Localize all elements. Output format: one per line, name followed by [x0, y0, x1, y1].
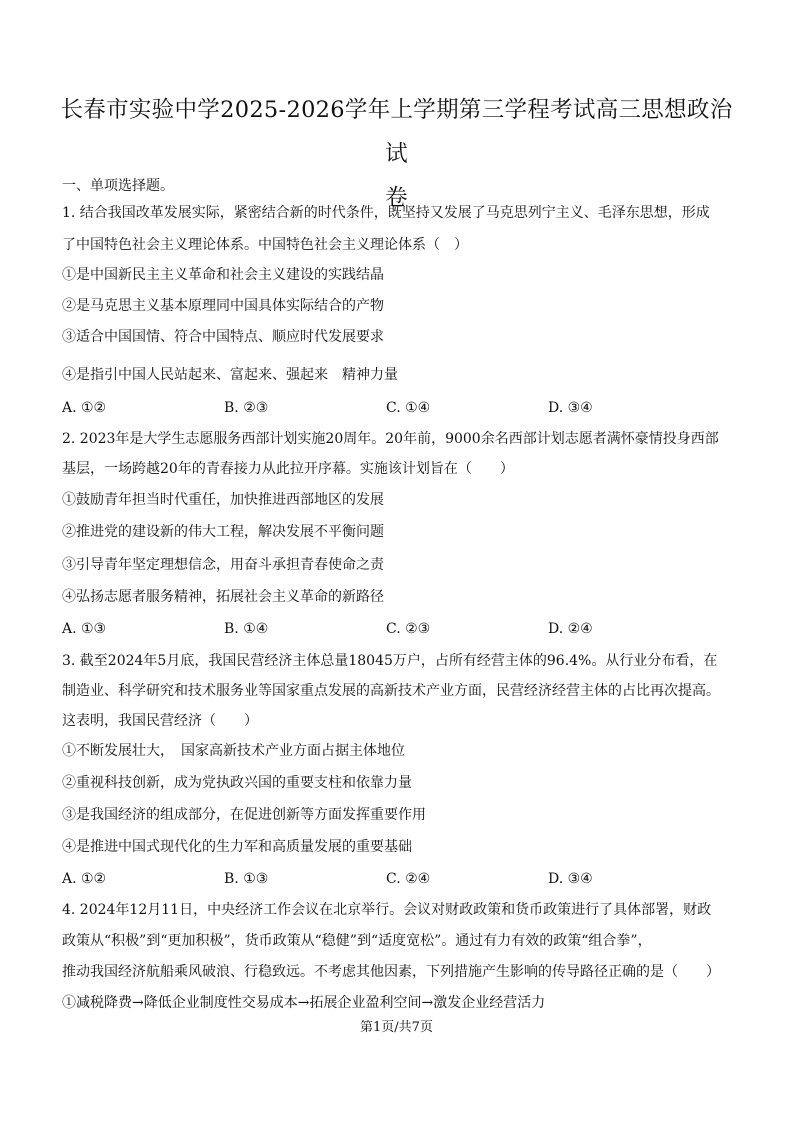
q2-option-a[interactable]: A. ①③ — [62, 621, 107, 637]
q2-option-c[interactable]: C. ②③ — [386, 621, 431, 637]
q1-item-2: ②是马克思主义基本原理同中国具体实际结合的产物 — [62, 298, 384, 314]
q2-options — [62, 619, 742, 639]
q1-item-3: ③适合中国国情、符合中国特点、顺应时代发展要求 — [62, 329, 384, 345]
section-heading: 一、单项选择题。 — [62, 178, 174, 194]
q3-option-a[interactable]: A. ①② — [62, 871, 107, 887]
q1-options — [62, 398, 742, 418]
q3-item-3: ③是我国经济的组成部分，在促进创新等方面发挥重要作用 — [62, 807, 426, 823]
q2-item-3: ③引导青年坚定理想信念，用奋斗承担青春使命之责 — [62, 557, 384, 573]
page-number-footer: 第1页/共7页 — [360, 1020, 433, 1035]
q3-item-4: ④是推进中国式现代化的生力军和高质量发展的重要基础 — [62, 839, 412, 855]
q3-item-2: ②重视科技创新，成为党执政兴国的重要支柱和依靠力量 — [62, 775, 412, 791]
q3-item-1: ①不断发展壮大， 国家高新技术产业方面占据主体地位 — [62, 743, 405, 759]
q1-item-4: ④是指引中国人民站起来、富起来、强起来 精神力量 — [62, 367, 398, 383]
q2-item-2: ②推进党的建设新的伟大工程，解决发展不平衡问题 — [62, 524, 384, 540]
q3-stem-line-2: 制造业、科学研究和技术服务业等国家重点发展的高新技术产业方面，民营经济经营主体的占比再次提高。 — [62, 683, 720, 699]
q1-option-c[interactable]: C. ①④ — [386, 400, 431, 416]
q2-stem-line-1: 2. 2023年是大学生志愿服务西部计划实施20周年。20年前，9000余名西部计划志愿者满怀豪情投身西部 — [62, 431, 719, 447]
q4-stem-line-3: 推动我国经济航船乘风破浪、行稳致远。不考虑其他因素，下列措施产生影响的传导路径正确的是（ ） — [62, 964, 720, 980]
q3-option-c[interactable]: C. ②④ — [386, 871, 431, 887]
exam-title — [60, 88, 733, 220]
q2-option-b[interactable]: B. ①④ — [224, 621, 269, 637]
q3-option-b[interactable]: B. ①③ — [224, 871, 269, 887]
title-line-1: 长春市实验中学2025-2026学年上学期第三学程考试高三思想政治试 — [60, 97, 733, 167]
q1-stem-line-1: 1. 结合我国改革发展实际，紧密结合新的时代条件，既坚持又发展了马克思列宁主义、毛泽东思想，形成 — [62, 205, 710, 221]
q2-item-1: ①鼓励青年担当时代重任，加快推进西部地区的发展 — [62, 492, 384, 508]
q1-option-a[interactable]: A. ①② — [62, 400, 107, 416]
q3-option-d[interactable]: D. ③④ — [548, 871, 593, 887]
title-line-2: 卷 — [385, 185, 408, 211]
q3-options — [62, 869, 742, 889]
q1-option-d[interactable]: D. ③④ — [548, 400, 593, 416]
q4-item-1: ①减税降费→降低企业制度性交易成本→拓展企业盈利空间→激发企业经营活力 — [62, 995, 546, 1011]
q3-stem-line-1: 3. 截至2024年5月底，我国民营经济主体总量18045万户，占所有经营主体的96.4%。从行业分布看，在 — [62, 653, 718, 669]
q4-stem-line-1: 4. 2024年12月11日，中央经济工作会议在北京举行。会议对财政政策和货币政策进行了具体部署，财政 — [62, 902, 712, 918]
q4-stem-line-2: 政策从“积极”到“更加积极”，货币政策从“稳健”到“适度宽松”。通过有力有效的政策“组合拳”， — [62, 933, 652, 949]
q2-stem-line-2: 基层，一场跨越20年的青春接力从此拉开序幕。实施该计划旨在（ ） — [62, 461, 514, 477]
q1-stem-line-2: 了中国特色社会主义理论体系。中国特色社会主义理论体系（ ） — [62, 237, 468, 253]
q2-item-4: ④弘扬志愿者服务精神，拓展社会主义革命的新路径 — [62, 589, 384, 605]
q1-item-1: ①是中国新民主主义革命和社会主义建设的实践结晶 — [62, 267, 384, 283]
q3-stem-line-3: 这表明，我国民营经济（ ） — [62, 713, 258, 729]
q1-option-b[interactable]: B. ②③ — [224, 400, 269, 416]
q2-option-d[interactable]: D. ②④ — [548, 621, 593, 637]
